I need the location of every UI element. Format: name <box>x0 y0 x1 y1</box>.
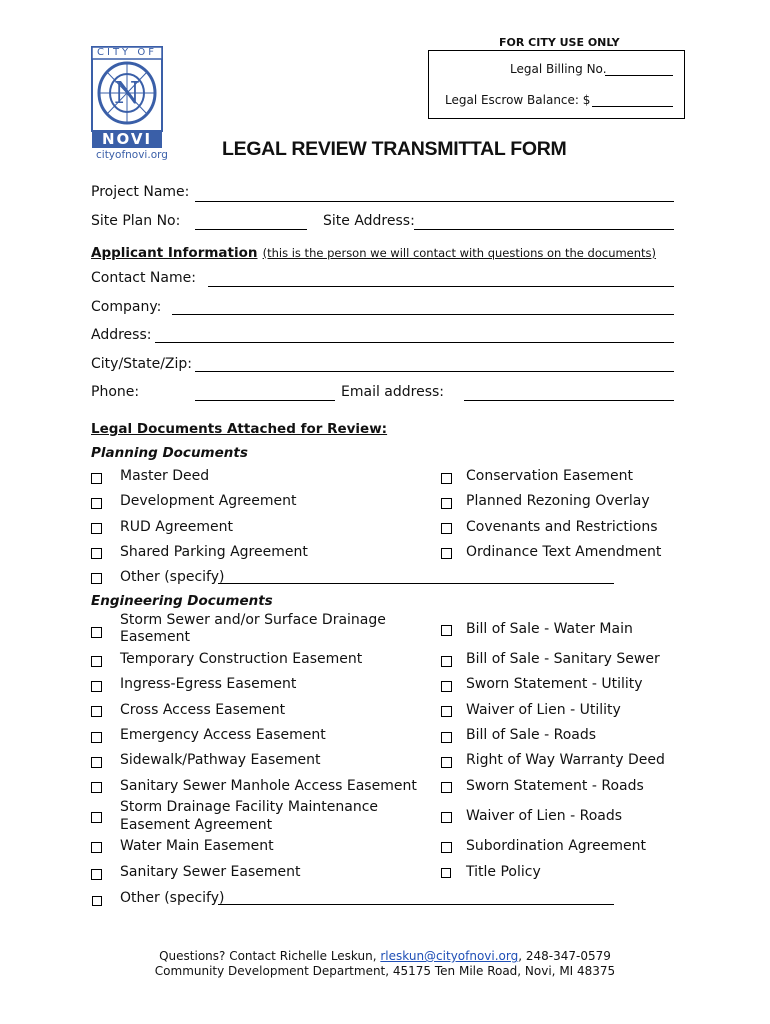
page-title: LEGAL REVIEW TRANSMITTAL FORM <box>222 138 567 160</box>
phone-field[interactable] <box>195 400 335 401</box>
project-name-label: Project Name: <box>91 184 190 200</box>
planned-rezoning-checkbox[interactable] <box>441 498 452 509</box>
conservation-easement-label: Conservation Easement <box>466 468 633 484</box>
city-logo <box>91 46 163 150</box>
planned-rezoning-label: Planned Rezoning Overlay <box>466 493 650 509</box>
site-plan-no-label: Site Plan No: <box>91 213 181 229</box>
address-label: Address: <box>91 327 152 343</box>
storm-drainage-facility-label-line2: Easement Agreement <box>120 817 273 833</box>
right-of-way-label: Right of Way Warranty Deed <box>466 752 665 768</box>
bill-of-sale-roads-label: Bill of Sale - Roads <box>466 727 597 743</box>
contact-name-label: Contact Name: <box>91 270 196 286</box>
email-label: Email address: <box>341 384 445 400</box>
title-policy-label: Title Policy <box>466 864 541 880</box>
sanitary-manhole-label: Sanitary Sewer Manhole Access Easement <box>120 778 417 794</box>
covenants-label: Covenants and Restrictions <box>466 519 658 535</box>
storm-drainage-facility-label-line1: Storm Drainage Facility Maintenance <box>120 799 379 815</box>
bill-of-sale-water-label: Bill of Sale - Water Main <box>466 621 633 637</box>
cross-access-label: Cross Access Easement <box>120 702 286 718</box>
emergency-access-checkbox[interactable] <box>91 732 102 743</box>
waiver-lien-roads-checkbox[interactable] <box>441 812 452 823</box>
ingress-egress-checkbox[interactable] <box>91 681 102 692</box>
waiver-lien-roads-label: Waiver of Lien - Roads <box>466 808 623 824</box>
bill-of-sale-water-checkbox[interactable] <box>441 625 452 636</box>
applicant-heading-row <box>91 242 656 261</box>
bill-of-sale-sanitary-label: Bill of Sale - Sanitary Sewer <box>466 651 660 667</box>
address-field[interactable] <box>155 342 674 343</box>
contact-name-field[interactable] <box>208 286 674 287</box>
legal-escrow-label: Legal Escrow Balance: $ <box>445 93 591 107</box>
site-plan-no-field[interactable] <box>195 229 307 230</box>
applicant-heading: Applicant Information <box>91 245 258 261</box>
shared-parking-checkbox[interactable] <box>91 548 102 559</box>
engineering-heading: Engineering Documents <box>91 593 273 609</box>
city-use-box <box>428 50 685 119</box>
logo-bottom-text: NOVI <box>101 130 153 148</box>
applicant-note: (this is the person we will contact with questions on the documents) <box>262 246 657 260</box>
sworn-statement-utility-label: Sworn Statement - Utility <box>466 676 643 692</box>
storm-sewer-label-line1: Storm Sewer and/or Surface Drainage <box>120 612 386 628</box>
development-agreement-checkbox[interactable] <box>91 498 102 509</box>
water-main-easement-label: Water Main Easement <box>120 838 274 854</box>
storm-sewer-checkbox[interactable] <box>91 627 102 638</box>
water-main-easement-checkbox[interactable] <box>91 842 102 853</box>
phone-label: Phone: <box>91 384 140 400</box>
rud-agreement-label: RUD Agreement <box>120 519 233 535</box>
emergency-access-label: Emergency Access Easement <box>120 727 326 743</box>
planning-other-label: Other (specify) <box>120 569 225 585</box>
engineering-other-field[interactable] <box>218 904 614 905</box>
contact-email-link[interactable]: rleskun@cityofnovi.org <box>380 949 519 963</box>
planning-heading: Planning Documents <box>91 445 248 461</box>
covenants-checkbox[interactable] <box>441 523 452 534</box>
company-label: Company: <box>91 299 162 315</box>
logo-url[interactable]: cityofnovi.org <box>96 149 168 161</box>
subordination-checkbox[interactable] <box>441 842 452 853</box>
master-deed-label: Master Deed <box>120 468 210 484</box>
engineering-other-label: Other (specify) <box>120 890 225 906</box>
logo-monogram: N <box>113 76 141 111</box>
engineering-other-checkbox[interactable] <box>92 896 102 906</box>
right-of-way-checkbox[interactable] <box>441 757 452 768</box>
sworn-statement-roads-checkbox[interactable] <box>441 782 452 793</box>
planning-other-field[interactable] <box>218 583 614 584</box>
sanitary-sewer-easement-label: Sanitary Sewer Easement <box>120 864 301 880</box>
email-field[interactable] <box>464 400 674 401</box>
footer-contact-line <box>0 949 770 963</box>
logo-top-text: CITY OF <box>97 47 157 58</box>
storm-sewer-label-line2: Easement <box>120 629 190 645</box>
legal-billing-label: Legal Billing No. <box>510 62 607 76</box>
city-state-zip-field[interactable] <box>195 371 674 372</box>
temporary-construction-checkbox[interactable] <box>91 656 102 667</box>
company-field[interactable] <box>172 314 674 315</box>
rud-agreement-checkbox[interactable] <box>91 523 102 534</box>
ingress-egress-label: Ingress-Egress Easement <box>120 676 297 692</box>
development-agreement-label: Development Agreement <box>120 493 297 509</box>
sanitary-sewer-easement-checkbox[interactable] <box>91 869 102 880</box>
sworn-statement-utility-checkbox[interactable] <box>441 681 452 692</box>
footer-line1-prefix: Questions? Contact Richelle Leskun, <box>159 949 381 963</box>
waiver-lien-utility-checkbox[interactable] <box>441 706 452 717</box>
bill-of-sale-sanitary-checkbox[interactable] <box>441 656 452 667</box>
ordinance-text-checkbox[interactable] <box>441 548 452 559</box>
master-deed-checkbox[interactable] <box>91 473 102 484</box>
planning-other-checkbox[interactable] <box>91 573 102 584</box>
ordinance-text-label: Ordinance Text Amendment <box>466 544 662 560</box>
footer-address-line: Community Development Department, 45175 Ten Mile Road, Novi, MI 48375 <box>154 964 616 978</box>
shared-parking-label: Shared Parking Agreement <box>120 544 308 560</box>
bill-of-sale-roads-checkbox[interactable] <box>441 732 452 743</box>
project-name-field[interactable] <box>195 201 674 202</box>
cross-access-checkbox[interactable] <box>91 706 102 717</box>
footer-line1-suffix: , 248-347-0579 <box>518 949 611 963</box>
sanitary-manhole-checkbox[interactable] <box>91 782 102 793</box>
subordination-label: Subordination Agreement <box>466 838 646 854</box>
sidewalk-pathway-checkbox[interactable] <box>91 757 102 768</box>
conservation-easement-checkbox[interactable] <box>441 473 452 484</box>
site-address-field[interactable] <box>414 229 674 230</box>
waiver-lien-utility-label: Waiver of Lien - Utility <box>466 702 621 718</box>
sworn-statement-roads-label: Sworn Statement - Roads <box>466 778 644 794</box>
legal-billing-field[interactable] <box>605 75 673 76</box>
documents-heading: Legal Documents Attached for Review: <box>91 421 388 437</box>
legal-escrow-field[interactable] <box>592 106 673 107</box>
city-state-zip-label: City/State/Zip: <box>91 356 193 372</box>
storm-drainage-facility-checkbox[interactable] <box>91 812 102 823</box>
temporary-construction-label: Temporary Construction Easement <box>120 651 363 667</box>
city-use-heading: FOR CITY USE ONLY <box>499 36 620 49</box>
sidewalk-pathway-label: Sidewalk/Pathway Easement <box>120 752 321 768</box>
title-policy-checkbox[interactable] <box>441 868 451 878</box>
site-address-label: Site Address: <box>323 213 415 229</box>
